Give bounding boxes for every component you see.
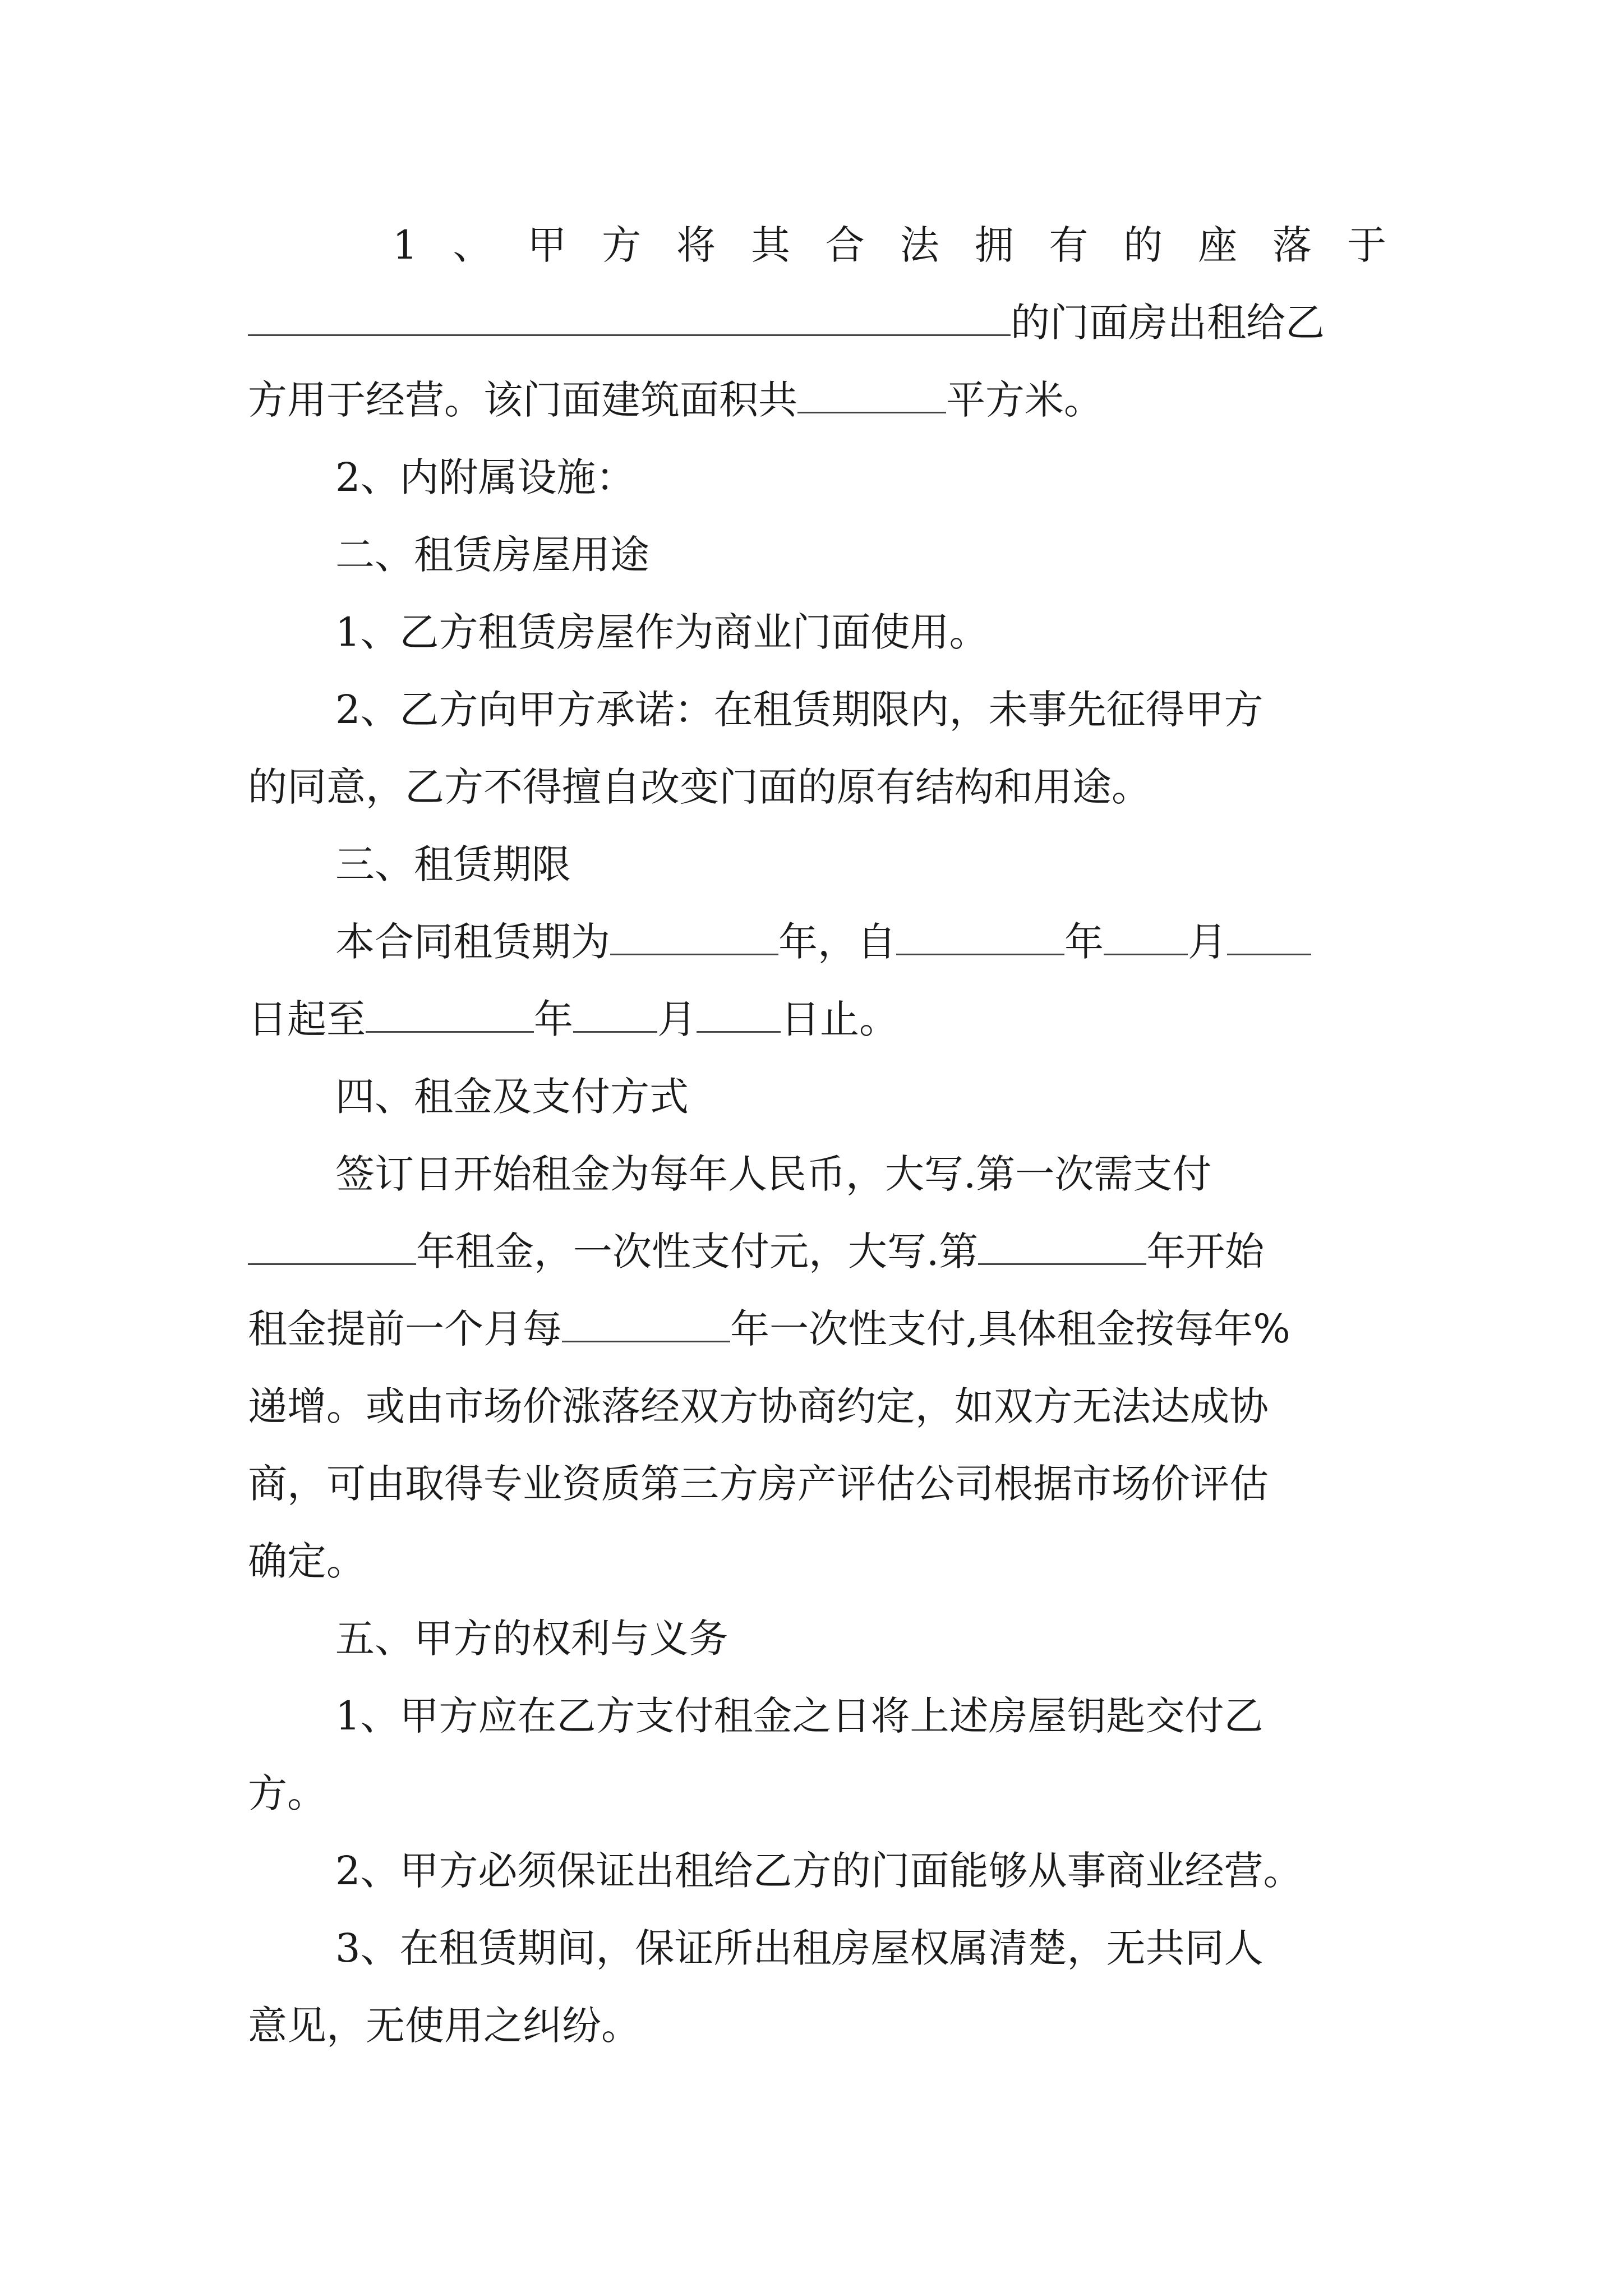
- clause-char: 方: [602, 222, 642, 268]
- party-a-clause-1-line-1: 1、甲方应在乙方支付租金之日将上述房屋钥匙交付乙: [335, 1693, 1264, 1739]
- term-line-2: [248, 980, 1386, 1059]
- clause-2-facilities: 2、内附属设施：: [335, 454, 635, 500]
- payment-start-year-blank: [978, 1226, 1146, 1266]
- party-a-clause-3-line-2: 意见，无使用之纠纷。: [248, 2003, 640, 2049]
- term-text: 年: [534, 996, 573, 1042]
- rent-line-5: 商，可由取得专业资质第三方房产评估公司根据市场价评估: [248, 1461, 1269, 1507]
- rent-text: 年开始: [1146, 1228, 1265, 1274]
- rent-line-2: [248, 1212, 1386, 1291]
- end-month-blank: [573, 994, 657, 1033]
- clause-char: 座: [1198, 222, 1238, 268]
- rent-line-6: 确定。: [248, 1538, 366, 1584]
- end-day-blank: [697, 994, 781, 1033]
- clause-char: 拥: [974, 222, 1014, 268]
- term-line-1: [335, 903, 1386, 981]
- term-text: 日起至: [248, 996, 366, 1042]
- area-blank: [797, 375, 946, 414]
- term-text: 月: [657, 996, 697, 1042]
- clause-char: 将: [676, 222, 716, 268]
- usage-clause-1: 1、乙方租赁房屋作为商业门面使用。: [335, 609, 989, 655]
- start-day-blank: [1227, 917, 1311, 956]
- term-years-blank: [610, 917, 778, 956]
- clause-char: 甲: [527, 222, 567, 268]
- party-a-clause-3-line-1: 3、在租赁期间，保证所出租房屋权属清楚，无共同人: [335, 1925, 1264, 1971]
- clause-char: 、: [453, 222, 492, 268]
- clause-char: 合: [825, 222, 865, 268]
- clause-text: 方用于经营。该门面建筑面积共: [248, 377, 797, 423]
- term-text: 月: [1188, 919, 1227, 965]
- rent-text: 年一次性支付,具体租金按每年%: [730, 1306, 1290, 1352]
- clause-text: 的门面房出租给乙: [1011, 300, 1325, 346]
- rent-line-1: 签订日开始租金为每年人民币，大写.第一次需支付: [335, 1151, 1212, 1197]
- start-year-blank: [896, 917, 1064, 956]
- address-blank: [248, 297, 1011, 337]
- start-month-blank: [1104, 917, 1188, 956]
- section-heading-term: 三、租赁期限: [335, 841, 571, 887]
- term-text: 本合同租赁期为: [335, 919, 610, 965]
- rent-text: 年租金，一次性支付元，大写.第: [416, 1228, 979, 1274]
- clause-1-line-3: [248, 361, 1386, 439]
- rent-line-3: [248, 1290, 1386, 1368]
- usage-clause-2-line-1: 2、乙方向甲方承诺：在租赁期限内，未事先征得甲方: [335, 687, 1264, 733]
- section-heading-party-a: 五、甲方的权利与义务: [335, 1616, 728, 1662]
- rent-text: 租金提前一个月每: [248, 1306, 562, 1352]
- term-text: 年: [1064, 919, 1104, 965]
- usage-clause-2-line-2: 的同意，乙方不得擅自改变门面的原有结构和用途。: [248, 764, 1151, 810]
- clause-text: 平方米。: [946, 377, 1103, 423]
- party-a-clause-2: 2、甲方必须保证出租给乙方的门面能够从事商业经营。: [335, 1848, 1303, 1894]
- clause-char: 法: [900, 222, 939, 268]
- clause-1-line-2: [248, 283, 1386, 362]
- term-text: 日止。: [781, 996, 898, 1042]
- party-a-clause-1-line-2: 方。: [248, 1770, 326, 1816]
- section-heading-rent: 四、租金及支付方式: [335, 1074, 689, 1120]
- term-text: 年，自: [778, 919, 896, 965]
- payment-interval-blank: [562, 1304, 730, 1343]
- end-year-blank: [366, 994, 534, 1033]
- first-payment-years-blank: [248, 1226, 416, 1266]
- section-heading-usage: 二、租赁房屋用途: [335, 532, 649, 578]
- clause-char: 有: [1049, 222, 1089, 268]
- clause-1-line-1: [393, 206, 1386, 284]
- clause-char: 的: [1123, 222, 1163, 268]
- clause-char: 落: [1272, 222, 1312, 268]
- clause-char: 1: [393, 222, 418, 268]
- clause-char: 其: [750, 222, 790, 268]
- rent-line-4: 递增。或由市场价涨落经双方协商约定，如双方无法达成协: [248, 1383, 1269, 1429]
- clause-char: 于: [1347, 222, 1386, 268]
